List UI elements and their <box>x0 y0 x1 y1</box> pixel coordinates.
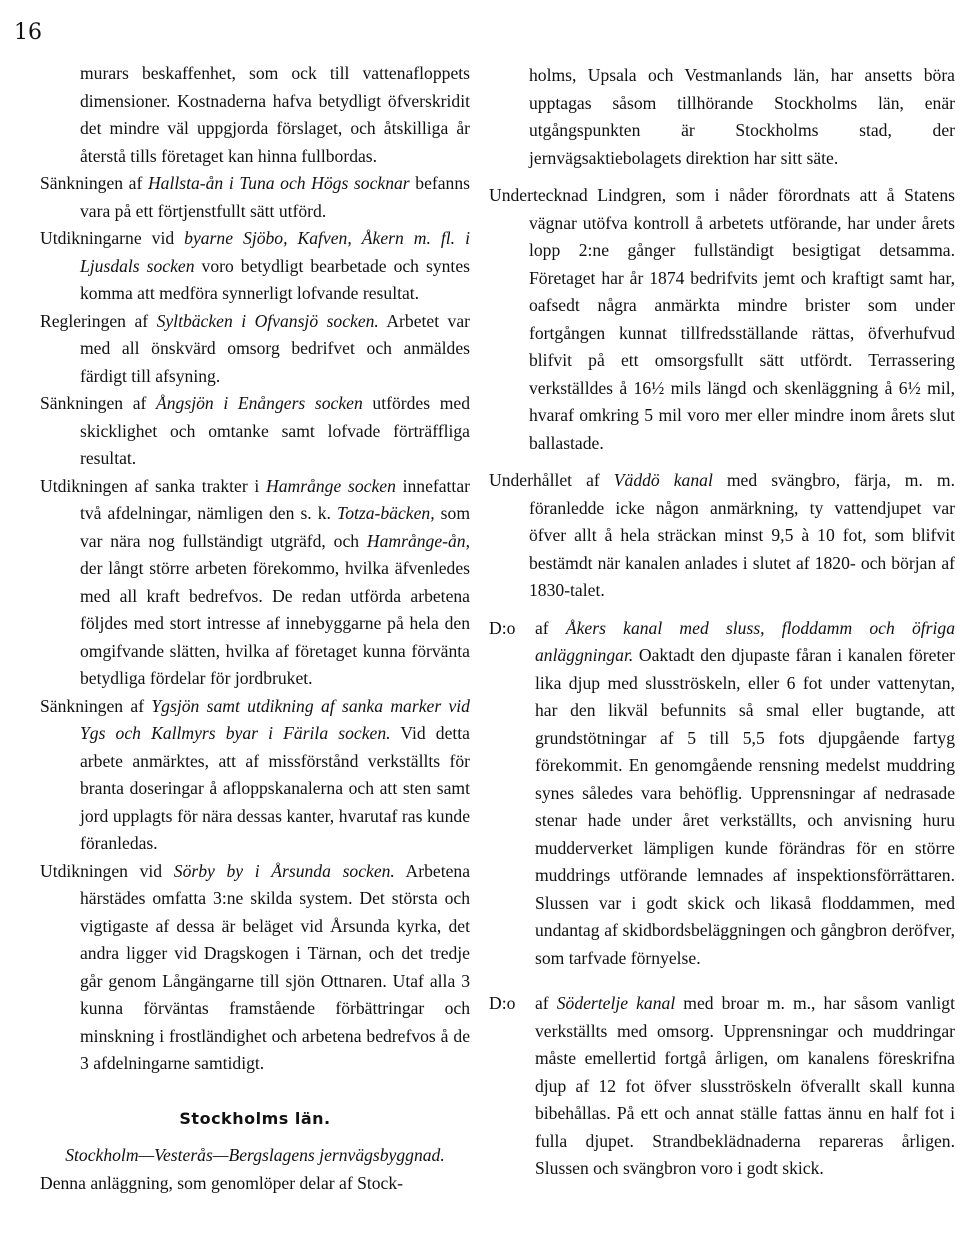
paragraph-sorby: Utdikningen vid Sörby by i Årsunda socken. Arbetena härstädes omfatta 3:ne skilda system. Det största och vigtigaste af dessa är beläget vid Årsunda kyrka, det andra ligger vid Dragskogen i Tärnan, och det tredje går genom Långängarne till sjön Ottnaren. Utaf alla 3 kunna förväntas framstående förbättringar och minskning i frostländighet och arbetena bedrefvos å de 3 afdelningarne samtidigt. <box>40 860 471 1073</box>
paragraph-hallsta: Sänkningen af Hallsta-ån i Tuna och Högs socknar befanns vara på ett förtjenstfullt sätt utförd. <box>40 173 470 221</box>
paragraph-continued: murars beskaffenhet, som ock till vattenafloppets dimensioner. Kostnaderna hafva betydligt öfverskridit det mindre väl uppgjorda förslaget, och åtskilliga år återstå tills företaget kan hinna fullbordas. <box>80 63 470 166</box>
paragraph-ljusdal: Utdikningarne vid byarne Sjöbo, Kafven, Åkern m. fl. i Ljusdals socken voro betydligt bearbetade och syntes komma att medföra synnerligt lofvande resultat. <box>40 228 470 303</box>
section-heading: Stockholms län. <box>179 1108 331 1128</box>
paragraph-akers: D:o af Åkers kanal med sluss, floddamm och öfriga anläggningar. Oaktadt den djupaste fåran i kanalen företer lika djup med slusströskeln, eller 6 fot under vattenytan, har den likväl befunnits så smal eller bugtande, att grundstötningar af 5 till 5,5 fots djupgående fartyg förekommit. En genomgående rensning medelst muddring synes således vara behöflig. Upprensningar af nedrasade stenar hade under året verkställts, och anvisning huru mudderverket lämpligen kunde förändras för en större muddrings utförande lemnades af inspektionsförrättaren. Slussen var i godt skick och likaså floddammen, med undantag af skidbordsbeläggningen och gångbron deröfver, som tarfvade förnyelse. <box>489 615 955 973</box>
paragraph-denna: Denna anläggning, som genomlöper delar af Stock- <box>40 1172 404 1193</box>
paragraph-holms: holms, Upsala och Vestmanlands län, har ansetts böra upptagas såsom tillhörande Stockholms län, enär utgångspunkten är Stockholms stad, der jernvägsaktiebolagets direktion har sitt säte. <box>529 65 955 168</box>
paragraph-syltbacken: Regleringen af Syltbäcken i Ofvansjö socken. Arbetet var med all önskvärd omsorg bedrifvet och anmäldes färdigt till afsyning. <box>40 310 471 386</box>
paragraph-hamrange: Utdikningen af sanka trakter i Hamrånge socken innefattar två afdelningar, nämligen den s. k. Totza-bäcken, som var nära nog fullständigt utgräfd, och Hamrånge-ån, der långt större arbeten förekommo, hvilka äfvenledes med all kraft bedrefvos. De redan utförda arbetena följdes med stort intresse af innebyggarne på hela den omgifvande slätten, hvilka af företaget kunna förvänta betydliga fördelar för jordbruket. <box>40 475 471 688</box>
section-subheading: Stockholm—Vesterås—Bergslagens jernvägsbyggnad. <box>65 1145 445 1165</box>
paragraph-vaddo: Underhållet af Väddö kanal med svängbro, färja, m. m. föranledde icke någon anmärkning, ty vattendjupet var öfver allt å hela sträckan minst 9,5 à 10 fot, som blifvit bestämdt när kanalen anlades i slutet af 1820- och början af 1830-talet. <box>489 470 955 600</box>
right-column <box>489 62 955 1183</box>
paragraph-angsjon: Sänkningen af Ångsjön i Enångers socken utfördes med skicklighet och omtanke samt lofvade förträffliga resultat. <box>40 393 470 468</box>
paragraph-ygsjon: Sänkningen af Ygsjön samt utdikning af sanka marker vid Ygs och Kallmyrs byar i Färila socken. Vid detta arbete anmärktes, att af missförstånd verkställts för branta doseringar å afloppskanalerna och att sten samt jord upplagts för nära dessas kanter, hvarutaf ras kunde föranledas. <box>40 695 470 853</box>
paragraph-lindgren: Undertecknad Lindgren, som i nåder förordnats att å Statens vägnar utöfva kontroll å arbetets utförande, har under årets lopp 2:ne gånger fullständigt besigtigat detsamma. Företaget har år 1874 bedrifvits jemt och kraftigt samt har, oafsedt några anmärkta mindre brister som under fortgången kunnat tillfredsställande rättas, öfverhufvud blifvit på ett omsorgsfullt sätt utfördt. Terrassering verkställdes å 16½ mils längd och skenläggning å 6½ mil, hvaraf omkring 5 mil voro mer eller mindre inom årets slut ballastade. <box>489 185 955 453</box>
left-column <box>40 60 470 1197</box>
ditto-marker: D:o <box>489 993 516 1013</box>
page-number: 16 <box>14 20 42 45</box>
paragraph-sodertelje: D:o af Södertelje kanal med broar m. m., har såsom vanligt verkställts med omsorg. Upprensningar och muddringar måste emellertid fortgå årligen, om kanalens föreskrifna djup af 12 fot öfver slusströskeln öfverallt skall kunna bibehållas. På ett och annat ställe fattas ännu en half fot i fulla djupet. Strandbeklädnaderna repareras årligen. Slussen och svängbron voro i godt skick. <box>489 990 955 1183</box>
ditto-marker: D:o <box>489 617 516 638</box>
